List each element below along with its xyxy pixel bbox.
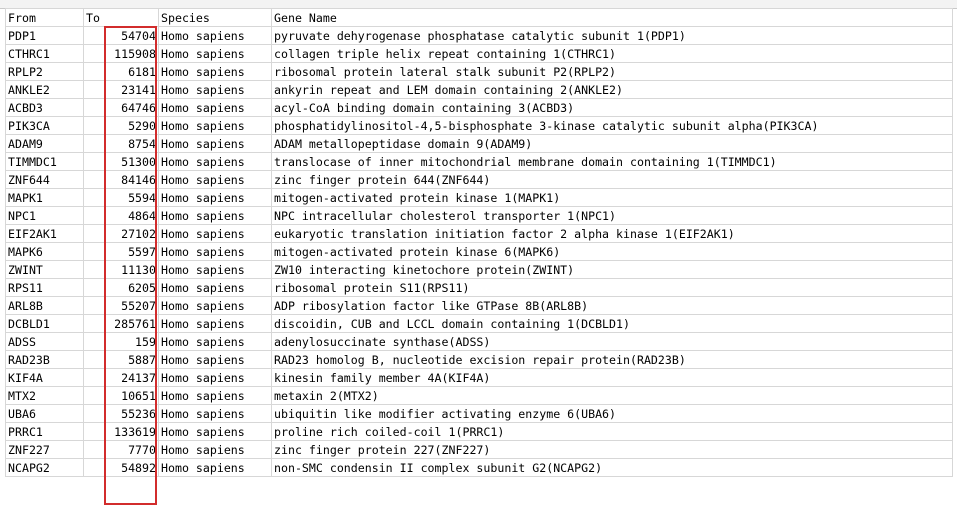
cell-to[interactable]: 55207 (84, 297, 159, 315)
cell-species[interactable]: Homo sapiens (159, 369, 272, 387)
table-row (6, 171, 953, 189)
cell-species[interactable]: Homo sapiens (159, 189, 272, 207)
cell-gene-name[interactable]: non-SMC condensin II complex subunit G2(NCAPG2) (272, 459, 953, 477)
cell-from[interactable]: ADAM9 (6, 135, 84, 153)
cell-from[interactable]: ACBD3 (6, 99, 84, 117)
cell-gene-name[interactable]: phosphatidylinositol-4,5-bisphosphate 3-kinase catalytic subunit alpha(PIK3CA) (272, 117, 953, 135)
cell-from[interactable]: ZNF644 (6, 171, 84, 189)
cell-to[interactable]: 54892 (84, 459, 159, 477)
cell-gene-name[interactable]: proline rich coiled-coil 1(PRRC1) (272, 423, 953, 441)
cell-from[interactable]: UBA6 (6, 405, 84, 423)
cell-from[interactable]: ZWINT (6, 261, 84, 279)
cell-to[interactable]: 5290 (84, 117, 159, 135)
cell-gene-name[interactable]: ubiquitin like modifier activating enzyme 6(UBA6) (272, 405, 953, 423)
table-row (6, 27, 953, 45)
cell-to[interactable]: 4864 (84, 207, 159, 225)
table-row (6, 387, 953, 405)
cell-to[interactable]: 5594 (84, 189, 159, 207)
cell-to[interactable]: 51300 (84, 153, 159, 171)
cell-to[interactable]: 64746 (84, 99, 159, 117)
cell-species[interactable]: Homo sapiens (159, 243, 272, 261)
table-row (6, 207, 953, 225)
cell-from[interactable]: RPLP2 (6, 63, 84, 81)
cell-from[interactable]: MAPK1 (6, 189, 84, 207)
table-row (6, 369, 953, 387)
cell-from[interactable]: MAPK6 (6, 243, 84, 261)
cell-gene-name[interactable]: zinc finger protein 227(ZNF227) (272, 441, 953, 459)
cell-from[interactable]: DCBLD1 (6, 315, 84, 333)
cell-to[interactable]: 27102 (84, 225, 159, 243)
cell-gene-name[interactable]: ADAM metallopeptidase domain 9(ADAM9) (272, 135, 953, 153)
cell-species[interactable]: Homo sapiens (159, 459, 272, 477)
cell-from[interactable]: NPC1 (6, 207, 84, 225)
header-row (6, 9, 953, 27)
cell-species[interactable]: Homo sapiens (159, 333, 272, 351)
cell-to[interactable]: 55236 (84, 405, 159, 423)
cell-gene-name[interactable]: translocase of inner mitochondrial membrane domain containing 1(TIMMDC1) (272, 153, 953, 171)
cell-gene-name[interactable]: pyruvate dehyrogenase phosphatase catalytic subunit 1(PDP1) (272, 27, 953, 45)
cell-to[interactable]: 23141 (84, 81, 159, 99)
cell-to[interactable]: 5887 (84, 351, 159, 369)
table-row (6, 117, 953, 135)
cell-from[interactable]: KIF4A (6, 369, 84, 387)
cell-species[interactable]: Homo sapiens (159, 315, 272, 333)
header-cell-from[interactable]: From (6, 9, 84, 27)
cell-to[interactable]: 115908 (84, 45, 159, 63)
table-row (6, 63, 953, 81)
table-row (6, 315, 953, 333)
table-row (6, 459, 953, 477)
cell-species[interactable]: Homo sapiens (159, 351, 272, 369)
cell-species[interactable]: Homo sapiens (159, 423, 272, 441)
table-row (6, 135, 953, 153)
cell-gene-name[interactable]: mitogen-activated protein kinase 6(MAPK6) (272, 243, 953, 261)
cell-from[interactable]: PIK3CA (6, 117, 84, 135)
table-row (6, 81, 953, 99)
table-row (6, 441, 953, 459)
table-row (6, 333, 953, 351)
table-row (6, 279, 953, 297)
cell-species[interactable]: Homo sapiens (159, 153, 272, 171)
cell-species[interactable]: Homo sapiens (159, 279, 272, 297)
cell-species[interactable]: Homo sapiens (159, 297, 272, 315)
cell-to[interactable]: 6181 (84, 63, 159, 81)
cell-gene-name[interactable]: ribosomal protein lateral stalk subunit P2(RPLP2) (272, 63, 953, 81)
cell-gene-name[interactable]: RAD23 homolog B, nucleotide excision repair protein(RAD23B) (272, 351, 953, 369)
cell-gene-name[interactable]: ADP ribosylation factor like GTPase 8B(ARL8B) (272, 297, 953, 315)
cell-from[interactable]: MTX2 (6, 387, 84, 405)
cell-to[interactable]: 11130 (84, 261, 159, 279)
gene-table (5, 8, 953, 477)
cell-species[interactable]: Homo sapiens (159, 99, 272, 117)
cell-species[interactable]: Homo sapiens (159, 387, 272, 405)
cell-species[interactable]: Homo sapiens (159, 135, 272, 153)
cell-to[interactable]: 84146 (84, 171, 159, 189)
cell-to[interactable]: 133619 (84, 423, 159, 441)
cell-from[interactable]: TIMMDC1 (6, 153, 84, 171)
cell-to[interactable]: 24137 (84, 369, 159, 387)
cell-gene-name[interactable]: NPC intracellular cholesterol transporter 1(NPC1) (272, 207, 953, 225)
cell-from[interactable]: PDP1 (6, 27, 84, 45)
cell-gene-name[interactable]: ankyrin repeat and LEM domain containing 2(ANKLE2) (272, 81, 953, 99)
table-row (6, 153, 953, 171)
table-row (6, 45, 953, 63)
cell-gene-name[interactable]: mitogen-activated protein kinase 1(MAPK1) (272, 189, 953, 207)
cell-from[interactable]: ARL8B (6, 297, 84, 315)
header-cell-species[interactable]: Species (159, 9, 272, 27)
table-row (6, 351, 953, 369)
table-row (6, 99, 953, 117)
cell-gene-name[interactable]: adenylosuccinate synthase(ADSS) (272, 333, 953, 351)
cell-species[interactable]: Homo sapiens (159, 207, 272, 225)
table-row (6, 189, 953, 207)
cell-to[interactable]: 54704 (84, 27, 159, 45)
cell-to[interactable]: 8754 (84, 135, 159, 153)
cell-from[interactable]: CTHRC1 (6, 45, 84, 63)
cell-from[interactable]: ANKLE2 (6, 81, 84, 99)
cell-gene-name[interactable]: zinc finger protein 644(ZNF644) (272, 171, 953, 189)
cell-from[interactable]: RAD23B (6, 351, 84, 369)
cell-from[interactable]: ZNF227 (6, 441, 84, 459)
cell-species[interactable]: Homo sapiens (159, 441, 272, 459)
cell-gene-name[interactable]: discoidin, CUB and LCCL domain containing 1(DCBLD1) (272, 315, 953, 333)
cell-species[interactable]: Homo sapiens (159, 117, 272, 135)
cell-species[interactable]: Homo sapiens (159, 63, 272, 81)
cell-gene-name[interactable]: metaxin 2(MTX2) (272, 387, 953, 405)
cell-species[interactable]: Homo sapiens (159, 27, 272, 45)
cell-gene-name[interactable]: ZW10 interacting kinetochore protein(ZWINT) (272, 261, 953, 279)
cell-species[interactable]: Homo sapiens (159, 225, 272, 243)
table-row (6, 225, 953, 243)
header-cell-to[interactable]: To (84, 9, 159, 27)
cell-to[interactable]: 159 (84, 333, 159, 351)
cell-gene-name[interactable]: eukaryotic translation initiation factor 2 alpha kinase 1(EIF2AK1) (272, 225, 953, 243)
header-cell-gene-name[interactable]: Gene Name (272, 9, 953, 27)
cell-from[interactable]: RPS11 (6, 279, 84, 297)
cell-species[interactable]: Homo sapiens (159, 171, 272, 189)
cell-to[interactable]: 5597 (84, 243, 159, 261)
cell-from[interactable]: ADSS (6, 333, 84, 351)
cell-gene-name[interactable]: acyl-CoA binding domain containing 3(ACBD3) (272, 99, 953, 117)
table-row (6, 405, 953, 423)
table-row (6, 261, 953, 279)
cell-to[interactable]: 285761 (84, 315, 159, 333)
cell-species[interactable]: Homo sapiens (159, 261, 272, 279)
cell-to[interactable]: 10651 (84, 387, 159, 405)
table-row (6, 243, 953, 261)
cell-to[interactable]: 7770 (84, 441, 159, 459)
cell-species[interactable]: Homo sapiens (159, 81, 272, 99)
cell-from[interactable]: PRRC1 (6, 423, 84, 441)
cell-to[interactable]: 6205 (84, 279, 159, 297)
cell-species[interactable]: Homo sapiens (159, 45, 272, 63)
cell-from[interactable]: NCAPG2 (6, 459, 84, 477)
cell-gene-name[interactable]: collagen triple helix repeat containing 1(CTHRC1) (272, 45, 953, 63)
table-row (6, 423, 953, 441)
cell-gene-name[interactable]: kinesin family member 4A(KIF4A) (272, 369, 953, 387)
table-row (6, 297, 953, 315)
cell-from[interactable]: EIF2AK1 (6, 225, 84, 243)
cell-gene-name[interactable]: ribosomal protein S11(RPS11) (272, 279, 953, 297)
cell-species[interactable]: Homo sapiens (159, 405, 272, 423)
